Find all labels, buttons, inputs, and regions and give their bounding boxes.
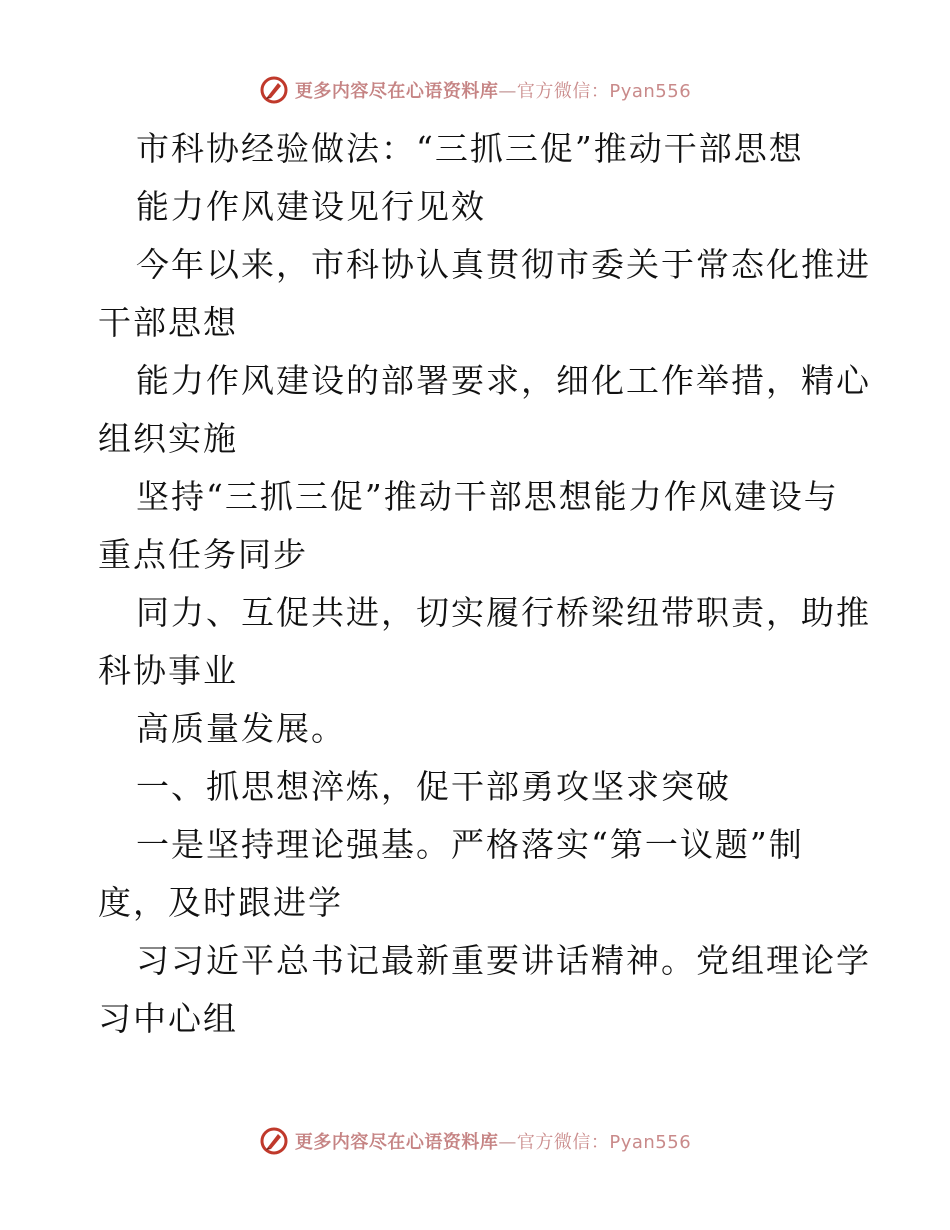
section-heading: 一、抓思想淬炼，促干部勇攻坚求突破: [136, 767, 731, 806]
document-body: [98, 120, 871, 1048]
watermark-main-text: 更多内容尽在心语资料库: [294, 1132, 499, 1153]
pen-logo-icon: [259, 1126, 289, 1156]
paragraph-line: 组织实施: [98, 419, 238, 458]
title-line-1: 市科协经验做法：“三抓三促”推动干部思想: [136, 129, 804, 168]
paragraph-line: 科协事业: [98, 651, 238, 690]
paragraph-line: 坚持“三抓三促”推动干部思想能力作风建设与: [136, 477, 839, 516]
paragraph-line: 能力作风建设的部署要求，细化工作举措，精心: [136, 361, 871, 400]
paragraph-line: 同力、互促共进，切实履行桥梁纽带职责，助推: [136, 593, 871, 632]
paragraph-line: 度，及时跟进学: [98, 883, 343, 922]
paragraph-line: 干部思想: [98, 303, 238, 342]
watermark-suffix: 官方微信：Pyan556: [516, 1132, 692, 1153]
watermark-text: [295, 77, 691, 103]
watermark-separator: —: [498, 1132, 517, 1153]
watermark-header: [0, 73, 950, 107]
pen-logo-icon: [259, 75, 289, 105]
paragraph-line: 习习近平总书记最新重要讲话精神。党组理论学: [136, 941, 871, 980]
watermark-suffix: 官方微信：Pyan556: [516, 81, 692, 102]
title-line-2: 能力作风建设见行见效: [136, 187, 486, 226]
watermark-main-text: 更多内容尽在心语资料库: [294, 81, 499, 102]
watermark-separator: —: [498, 81, 517, 102]
paragraph-line: 高质量发展。: [136, 709, 346, 748]
paragraph-line: 一是坚持理论强基。严格落实“第一议题”制: [136, 825, 804, 864]
watermark-footer: [0, 1124, 950, 1158]
paragraph-line: 习中心组: [98, 999, 238, 1038]
watermark-text: [295, 1128, 691, 1154]
paragraph-line: 重点任务同步: [98, 535, 308, 574]
paragraph-line: 今年以来，市科协认真贯彻市委关于常态化推进: [136, 245, 871, 284]
